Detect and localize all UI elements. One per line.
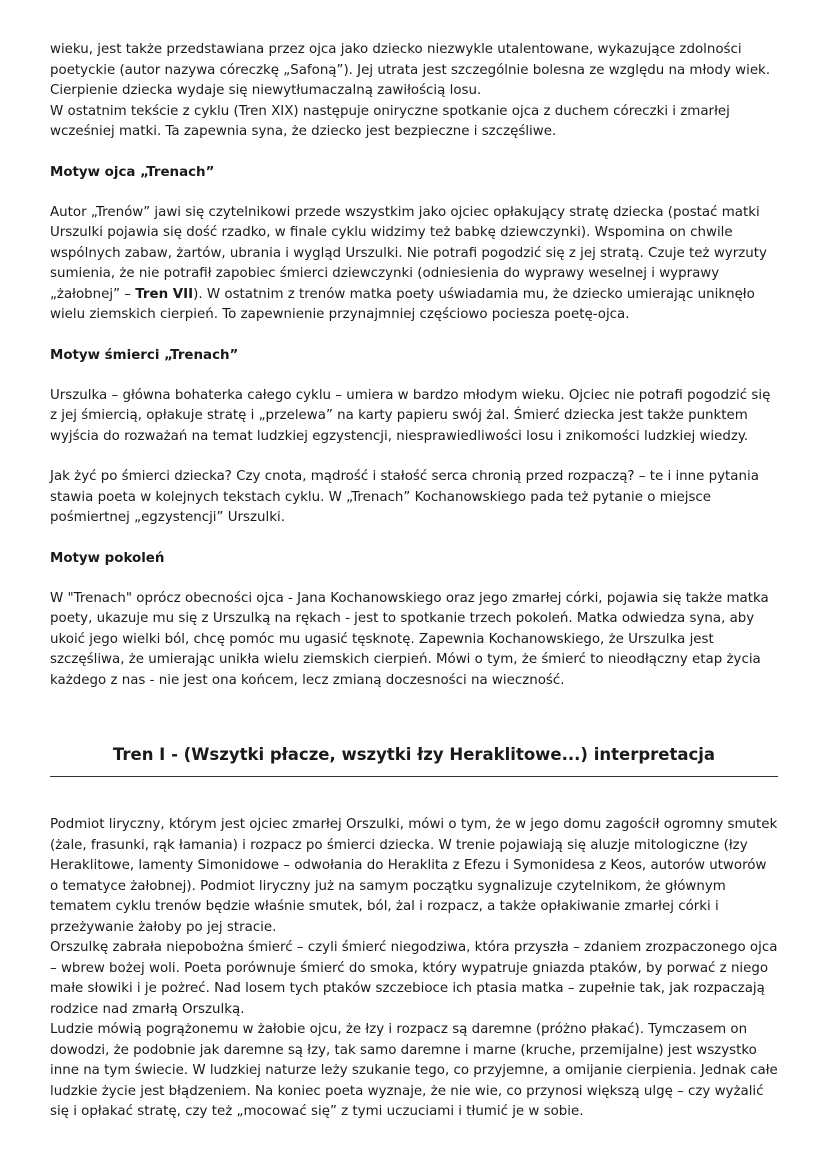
section-heading-generations: Motyw pokoleń [50,550,165,566]
generations-paragraph: W "Trenach" oprócz obecności ojca - Jana Kochanowskiego oraz jego zmarłej córki, pojawia się także matka poety, ukazuje mu się z Urszulką na rękach - jest to spotkanie trzech pokoleń. Matka odwiedza syna, aby ukoić jego wielki ból, chcę pomóc mu ugasić tęsknotę. Zapewnia Kochanowskiego, że Urszulka jest szczęśliwa, że umierając unikła wielu ziemskich cierpień. Mówi o tym, że śmierć to nieodłączny etap życia każdego z nas - nie jest ona końcem, lecz zmianą doczesności na wieczność. [50,590,769,688]
section-heading-father: Motyw ojca „Trenach” [50,164,215,180]
document-page [50,40,778,1123]
tren-section-title: Tren I - (Wszytki płacze, wszytki łzy Heraklitowe...) interpretacja [112,745,716,764]
tren-paragraph: Podmiot liryczny, którym jest ojciec zmarłej Orszulki, mówi o tym, że w jego domu zagościł ogromny smutek (żale, frasunki, rąk łamania) i rozpacz po śmierci dziecka. W trenie pojawiają się aluzje mitologiczne (łzy Heraklitowe, lamenty Simonidowe – odwołania do Heraklita z Efezu i Symonidesa z Keos, autorów utworów o tematyce żałobnej). Podmiot liryczny już na samym początku sygnalizuje czytelnikom, że głównym tematem cyklu trenów będzie właśnie smutek, ból, żal i rozpacz, a także opłakiwanie zmarłej córki i przeżywanie żałoby po jej stracie. [50,817,778,935]
intro-paragraph: wieku, jest także przedstawiana przez ojca jako dziecko niezwykle utalentowane, wykazujące zdolności poetyckie (autor nazywa córeczkę „Safoną”). Jej utrata jest szczególnie bolesna ze względu na młody wiek. Cierpienie dziecka wydaje się niewytłumaczalną zawiłością losu. [50,42,771,98]
father-paragraph [50,203,778,326]
intro-paragraph: W ostatnim tekście z cyklu (Tren XIX) następuje oniryczne spotkanie ojca z duchem córeczki i zmarłej wcześniej matki. Ta zapewnia syna, że dziecko jest bezpieczne i szczęśliwe. [50,103,730,139]
father-text-after: ). W ostatnim z trenów matka poety uświadamia mu, że dziecko umierając uniknęło wielu ziemskich cierpień. To zapewnienie przynajmniej częściowo pociesza poetę-ojca. [50,286,755,322]
tren-paragraph: Ludzie mówią pogrążonemu w żałobie ojcu, że łzy i rozpacz są daremne (próżno płakać). Tymczasem on dowodzi, że podobnie jak daremne są łzy, tak samo daremne i marne (kruche, przemijalne) jest wszystko inne na tym świecie. W ludzkiej naturze leży szukanie tego, co przyjemne, a omijanie cierpienia. Jednak całe ludzkie życie jest błądzeniem. Na koniec poeta wyznaje, że nie wie, co przynosi większą ulgę – czy wyżalić się i opłakać stratę, czy też „mocować się” z tymi uczuciami i tłumić je w sobie. [50,1022,778,1119]
section-heading-death: Motyw śmierci „Trenach” [50,347,239,363]
father-text-before: Autor „Trenów” jawi się czytelnikowi przede wszystkim jako ojciec opłakujący stratę dziecka (postać matki Urszulki pojawia się dość rzadko, w finale cyklu widzimy też babkę dziewczynki). Wspomina on chwile wspólnych zabaw, żartów, ubrania i wygląd Urszulki. Nie potrafi pogodzić się z jej stratą. Czuje też wyrzuty sumienia, że nie potrafił zapobiec śmierci dziewczynki (odniesienia do wyprawy weselnej i wyprawy „żałobnej” – [50,204,767,302]
tren-paragraph: Orszulkę zabrała niepobożna śmierć – czyli śmierć niegodziwa, która przyszła – zdaniem zrozpaczonego ojca – wbrew bożej woli. Poeta porównuje śmierć do smoka, który wypatruje gniazda ptaków, by porwać z niego małe słowiki i je pożreć. Nad losem tych ptaków szczebioce ich ptasia matka – zupełnie tak, jak rozpaczają rodzice nad zmarłą Orszulką. [50,940,778,1017]
father-text-bold: Tren VII [135,286,194,302]
death-paragraph: Urszulka – główna bohaterka całego cyklu – umiera w bardzo młodym wieku. Ojciec nie potrafi pogodzić się z jej śmiercią, opłakuje stratę i „przelewa” na karty papieru swój żal. Śmierć dziecka jest także punktem wyjścia do rozważań na temat ludzkiej egzystencji, niesprawiedliwości losu i znikomości ludzkiej wiedzy. [50,387,771,444]
death-paragraph: Jak żyć po śmierci dziecka? Czy cnota, mądrość i stałość serca chronią przed rozpaczą? – te i inne pytania stawia poeta w kolejnych tekstach cyklu. W „Trenach” Kochanowskiego pada też pytanie o miejsce pośmiertnej „egzystencji” Urszulki. [50,469,759,525]
